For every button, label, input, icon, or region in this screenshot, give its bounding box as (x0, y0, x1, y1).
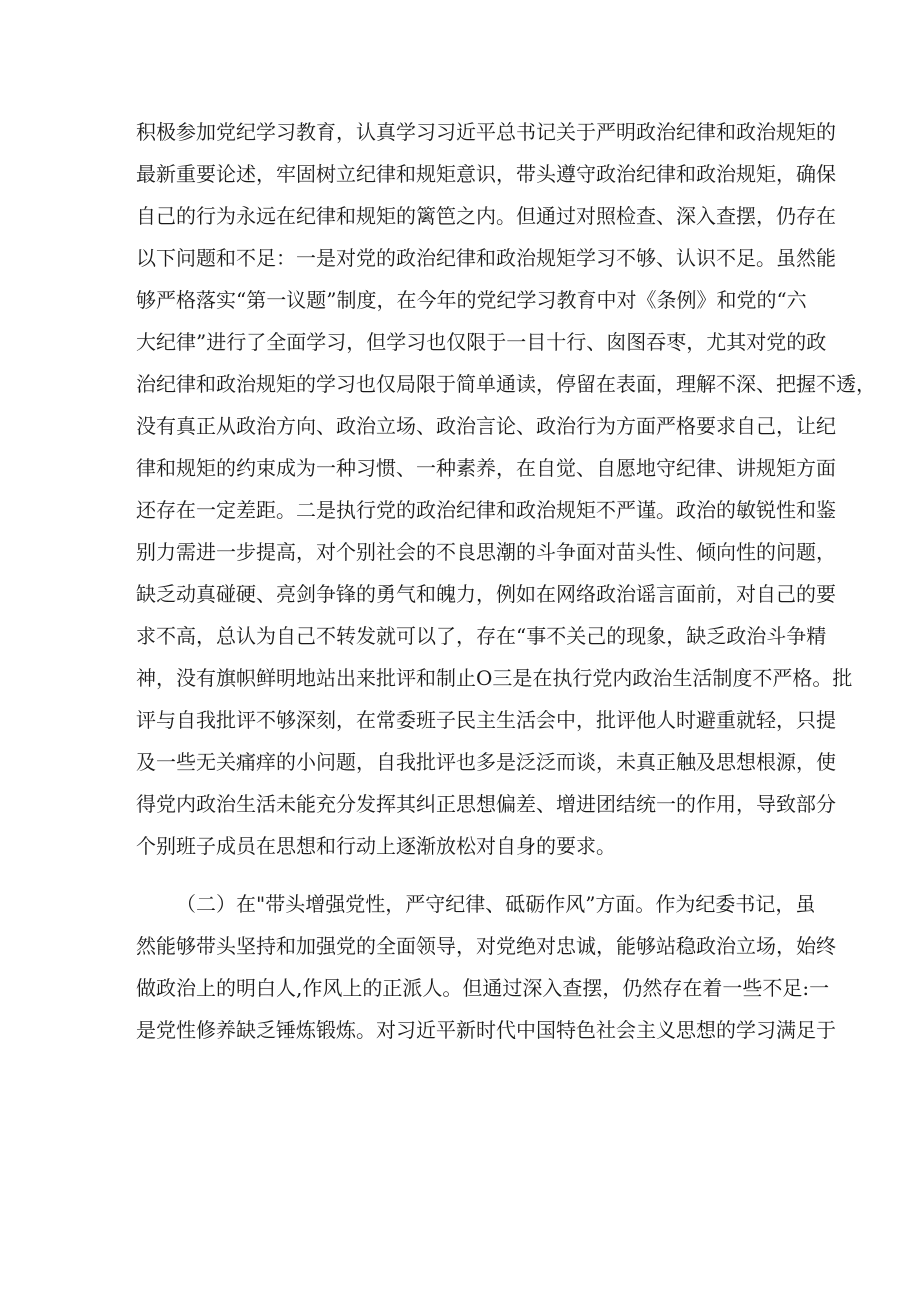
text-line: （二）在"带头增强党性，严守纪律、砥砺作风”方面。作为纪委书记，虽 (176, 892, 816, 916)
text-line: 个别班子成员在思想和行动上逐渐放松对自身的要求。 (136, 834, 616, 858)
text-line: 以下问题和不足：一是对党的政治纪律和政治规矩学习不够、认识不足。虽然能 (136, 246, 836, 270)
text-line: 及一些无关痛痒的小问题，自我批评也多是泛泛而谈，未真正触及思想根源，使 (136, 750, 836, 774)
text-line: 还存在一定差距。二是执行党的政治纪律和政治规矩不严谨。政治的敏锐性和鉴 (136, 498, 836, 522)
text-line: 治纪律和政治规矩的学习也仅局限于简单通读，停留在表面，理解不深、把握不透， (136, 372, 876, 396)
text-line: 缺乏动真碰硬、亮剑争锋的勇气和魄力，例如在网络政治谣言面前，对自己的要 (136, 582, 836, 606)
text-line: 自己的行为永远在纪律和规矩的篱笆之内。但通过对照检查、深入查摆，仍存在 (136, 204, 836, 228)
text-line: 求不高，总认为自己不转发就可以了，存在“事不关己的现象，缺乏政治斗争精 (136, 624, 827, 648)
text-line: 积极参加党纪学习教育，认真学习习近平总书记关于严明政治纪律和政治规矩的 (136, 120, 836, 144)
text-line: 最新重要论述，牢固树立纪律和规矩意识，带头遵守政治纪律和政治规矩，确保 (136, 162, 836, 186)
text-line: 别力需进一步提高，对个别社会的不良思潮的斗争面对苗头性、倾向性的问题， (136, 540, 836, 564)
text-line: 评与自我批评不够深刻，在常委班子民主生活会中，批评他人时避重就轻，只提 (136, 708, 836, 732)
text-line: 够严格落实“第一议题”制度，在今年的党纪学习教育中对《条例》和党的“六 (136, 288, 807, 312)
text-line: 神，没有旗帜鲜明地站出来批评和制止O三是在执行党内政治生活制度不严格。批 (136, 666, 853, 690)
text-line: 是党性修养缺乏锤炼锻炼。对习近平新时代中国特色社会主义思想的学习满足于 (136, 1018, 836, 1042)
text-line: 得党内政治生活未能充分发挥其纠正思想偏差、增进团结统一的作用，导致部分 (136, 792, 836, 816)
text-line: 做政治上的明白人,作风上的正派人。但通过深入查摆，仍然存在着一些不足:一 (136, 976, 830, 1000)
text-line: 律和规矩的约束成为一种习惯、一种素养，在自觉、自愿地守纪律、讲规矩方面 (136, 456, 836, 480)
text-line: 然能够带头坚持和加强党的全面领导，对党绝对忠诚，能够站稳政治立场，始终 (136, 934, 836, 958)
text-line: 大纪律”进行了全面学习，但学习也仅限于一目十行、囱图吞枣，尤其对党的政 (136, 330, 827, 354)
text-line: 没有真正从政治方向、政治立场、政治言论、政治行为方面严格要求自己，让纪 (136, 414, 836, 438)
